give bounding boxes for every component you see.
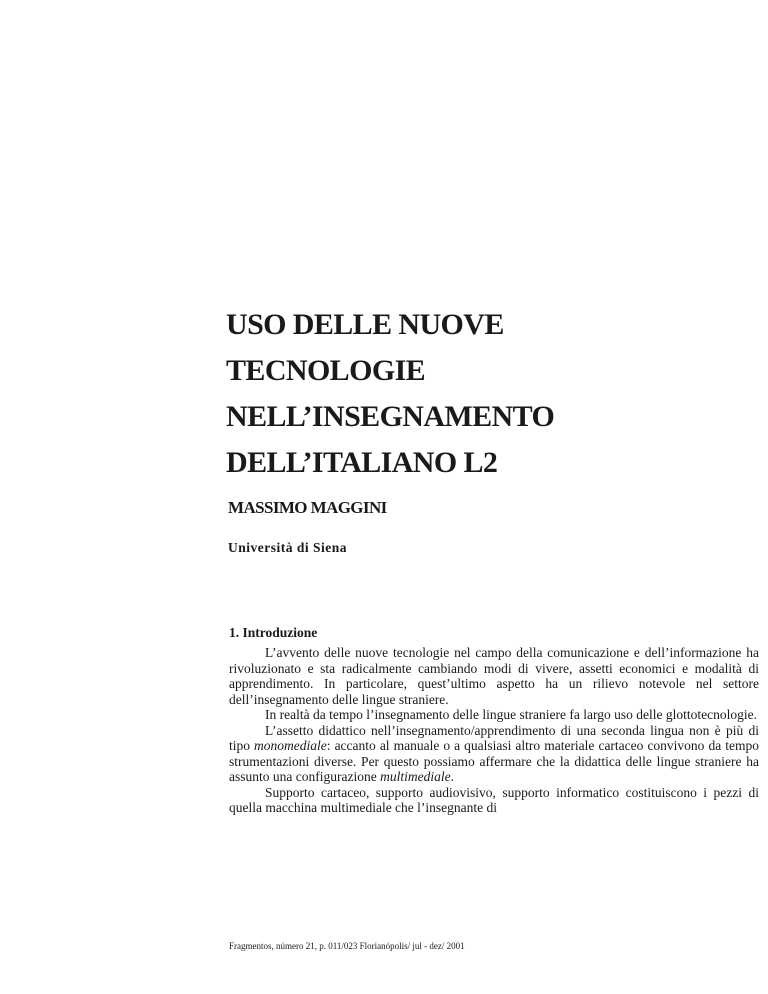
paragraph: L’avvento delle nuove tecnologie nel campo della comunicazione e dell’informazione ha rivoluzionato e sta radicalmente cambiando modi di vivere, assetti economici e modalità di apprendimento. In particolare, quest’ultimo aspetto ha un rilievo notevole nel settore dell’insegnamento delle lingue straniere.: [229, 645, 759, 707]
title-line: NELL’INSEGNAMENTO: [226, 400, 555, 433]
author-affiliation: Università di Siena: [228, 540, 348, 555]
author-name: MASSIMO MAGGINI: [228, 498, 387, 517]
body-text: [229, 645, 759, 816]
page-footer: Fragmentos, número 21, p. 011/023 Florianópolis/ jul - dez/ 2001: [229, 941, 465, 951]
paragraph: In realtà da tempo l’insegnamento delle lingue straniere fa largo uso delle glottotecnologie.: [265, 707, 757, 722]
title-line: TECNOLOGIE: [226, 354, 426, 387]
emphasis: monomediale: [254, 738, 327, 753]
paragraph: Supporto cartaceo, supporto audiovisivo, supporto informatico costituiscono i pezzi di quella macchina multimediale che l’insegnante di: [229, 784, 759, 815]
section-heading: 1. Introduzione: [229, 625, 318, 640]
emphasis: multimediale: [380, 769, 451, 784]
paragraph: L’assetto didattico nell’insegnamento/apprendimento di una seconda lingua non è più di tipo monomediale: accanto al manuale o a qualsiasi altro materiale cartaceo convivono da tempo strumentazioni diverse. Per questo possiamo affermare che la didattica delle lingue straniere ha assunto una configurazione multimediale.: [229, 722, 759, 784]
title-line: USO DELLE NUOVE: [226, 308, 504, 341]
title-line: DELL’ITALIANO L2: [226, 446, 498, 479]
article-title: [226, 302, 686, 486]
